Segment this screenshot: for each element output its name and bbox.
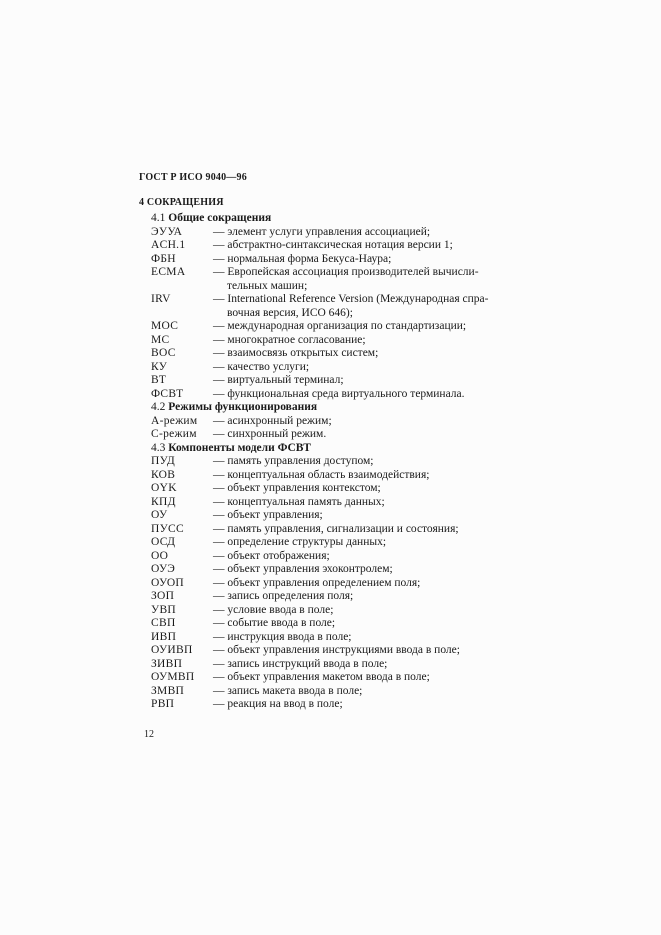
abbreviation-term: КОВ xyxy=(151,468,176,481)
abbreviation-term: ЗИВП xyxy=(151,657,183,670)
subsection-heading xyxy=(151,212,521,226)
abbreviation-definition: вочная версия, ИСО 646); xyxy=(227,306,353,319)
abbreviation-term: ВТ xyxy=(151,374,167,386)
abbreviation-row xyxy=(151,658,521,672)
abbreviation-definition: — объект управления; xyxy=(213,509,323,521)
abbreviation-list xyxy=(151,212,521,712)
abbreviation-term: ОУИВП xyxy=(151,644,193,656)
abbreviation-row xyxy=(151,374,521,388)
abbreviation-row xyxy=(151,334,521,348)
abbreviation-definition: — функциональная среда виртуального терминала. xyxy=(213,387,465,400)
abbreviation-definition: — запись инструкций ввода в поле; xyxy=(213,657,388,670)
abbreviation-term: ОУОП xyxy=(151,576,185,589)
abbreviation-row xyxy=(151,347,521,361)
abbreviation-definition: — International Reference Version (Международная спра- xyxy=(213,293,489,305)
abbreviation-definition: — объект управления макетом ввода в поле; xyxy=(213,671,430,683)
abbreviation-definition: — объект управления инструкциями ввода в поле; xyxy=(213,644,460,656)
abbreviation-row xyxy=(151,604,521,618)
abbreviation-definition: — объект управления эхоконтролем; xyxy=(213,563,393,575)
abbreviation-definition: — условие ввода в поле; xyxy=(213,603,334,616)
abbreviation-row xyxy=(151,428,521,442)
abbreviation-row xyxy=(151,550,521,564)
subsection-title: Компоненты модели ФСВТ xyxy=(168,441,311,454)
abbreviation-term: ACH.1 xyxy=(151,239,186,251)
abbreviation-term: УВП xyxy=(151,603,177,616)
page-number: 12 xyxy=(144,729,154,740)
abbreviation-definition: — объект управления контекстом; xyxy=(213,482,381,494)
abbreviation-definition: тельных машин; xyxy=(227,279,308,292)
abbreviation-definition: — синхронный режим. xyxy=(213,428,327,440)
abbreviation-row xyxy=(151,266,521,280)
abbreviation-row xyxy=(151,293,521,307)
abbreviation-term: КПД xyxy=(151,495,176,508)
subsection-title: Режимы функционирования xyxy=(168,401,318,413)
abbreviation-term: IRV xyxy=(151,293,171,305)
subsection-title: Общие сокращения xyxy=(168,212,272,224)
abbreviation-row xyxy=(151,617,521,631)
abbreviation-row xyxy=(151,239,521,253)
abbreviation-term: ОУМВП xyxy=(151,671,195,683)
document-header: ГОСТ Р ИСО 9040—96 xyxy=(139,172,247,183)
abbreviation-row xyxy=(151,631,521,645)
abbreviation-term: СВП xyxy=(151,617,176,629)
abbreviation-row xyxy=(151,226,521,240)
abbreviation-term: ПУД xyxy=(151,455,176,467)
abbreviation-row-continuation xyxy=(151,307,521,321)
abbreviation-definition: — концептуальная область взаимодействия; xyxy=(213,468,430,481)
abbreviation-definition: — память управления доступом; xyxy=(213,455,374,467)
abbreviation-definition: — концептуальная память данных; xyxy=(213,495,385,508)
abbreviation-row-continuation xyxy=(151,280,521,294)
abbreviation-definition: — событие ввода в поле; xyxy=(213,617,336,629)
abbreviation-row xyxy=(151,388,521,402)
subsection-number: 4.3 xyxy=(151,441,166,454)
abbreviation-definition: — запись макета ввода в поле; xyxy=(213,684,363,697)
abbreviation-row xyxy=(151,320,521,334)
abbreviation-term: ФБН xyxy=(151,252,176,265)
abbreviation-row xyxy=(151,361,521,375)
abbreviation-definition: — запись определения поля; xyxy=(213,590,354,602)
abbreviation-term: ИВП xyxy=(151,630,177,643)
abbreviation-definition: — память управления, сигнализации и состояния; xyxy=(213,522,459,535)
abbreviation-row xyxy=(151,577,521,591)
subsection-number: 4.1 xyxy=(151,212,166,224)
abbreviation-term: А-режим xyxy=(151,414,198,427)
abbreviation-term: ОСД xyxy=(151,536,176,548)
subsection-heading xyxy=(151,442,521,456)
section-title: 4 СОКРАЩЕНИЯ xyxy=(139,197,224,208)
abbreviation-row xyxy=(151,698,521,712)
subsection-number: 4.2 xyxy=(151,401,166,413)
abbreviation-term: МС xyxy=(151,333,170,346)
abbreviation-term: ОУ xyxy=(151,509,168,521)
abbreviation-definition: — виртуальный терминал; xyxy=(213,374,344,386)
abbreviation-row xyxy=(151,415,521,429)
abbreviation-row xyxy=(151,590,521,604)
abbreviation-row xyxy=(151,563,521,577)
abbreviation-definition: — объект отображения; xyxy=(213,549,330,562)
abbreviation-term: ЗОП xyxy=(151,590,175,602)
abbreviation-term: ПУСС xyxy=(151,522,184,535)
abbreviation-row xyxy=(151,482,521,496)
abbreviation-row xyxy=(151,671,521,685)
abbreviation-term: ЭУУА xyxy=(151,225,183,238)
abbreviation-definition: — нормальная форма Бекуса-Наура; xyxy=(213,252,392,265)
abbreviation-row xyxy=(151,644,521,658)
abbreviation-definition: — элемент услуги управления ассоциацией; xyxy=(213,225,431,238)
abbreviation-row xyxy=(151,469,521,483)
abbreviation-term: ЗМВП xyxy=(151,684,185,697)
abbreviation-term: С-режим xyxy=(151,428,197,440)
abbreviation-definition: — взаимосвязь открытых систем; xyxy=(213,347,379,359)
abbreviation-definition: — абстрактно-синтаксическая нотация версии 1; xyxy=(213,239,453,251)
abbreviation-definition: — асинхронный режим; xyxy=(213,414,332,427)
abbreviation-term: ECMA xyxy=(151,266,186,278)
abbreviation-row xyxy=(151,253,521,267)
abbreviation-definition: — Европейская ассоциация производителей вычисли- xyxy=(213,266,479,278)
abbreviation-term: МОС xyxy=(151,320,179,332)
abbreviation-definition: — инструкция ввода в поле; xyxy=(213,630,352,643)
abbreviation-definition: — многократное согласование; xyxy=(213,333,366,346)
abbreviation-row xyxy=(151,496,521,510)
abbreviation-term: ВОС xyxy=(151,347,176,359)
abbreviation-row xyxy=(151,509,521,523)
abbreviation-definition: — определение структуры данных; xyxy=(213,536,387,548)
abbreviation-term: OYK xyxy=(151,482,177,494)
abbreviation-term: КУ xyxy=(151,360,168,373)
abbreviation-row xyxy=(151,685,521,699)
abbreviation-row xyxy=(151,455,521,469)
abbreviation-term: ФСВТ xyxy=(151,387,184,400)
abbreviation-row xyxy=(151,523,521,537)
abbreviation-definition: — качество услуги; xyxy=(213,360,310,373)
abbreviation-term: РВП xyxy=(151,698,175,710)
abbreviation-definition: — объект управления определением поля; xyxy=(213,576,421,589)
abbreviation-term: ОО xyxy=(151,549,169,562)
abbreviation-term: ОУЭ xyxy=(151,563,176,575)
subsection-heading xyxy=(151,401,521,415)
abbreviation-row xyxy=(151,536,521,550)
abbreviation-definition: — международная организация по стандартизации; xyxy=(213,320,467,332)
abbreviation-definition: — реакция на ввод в поле; xyxy=(213,698,343,710)
